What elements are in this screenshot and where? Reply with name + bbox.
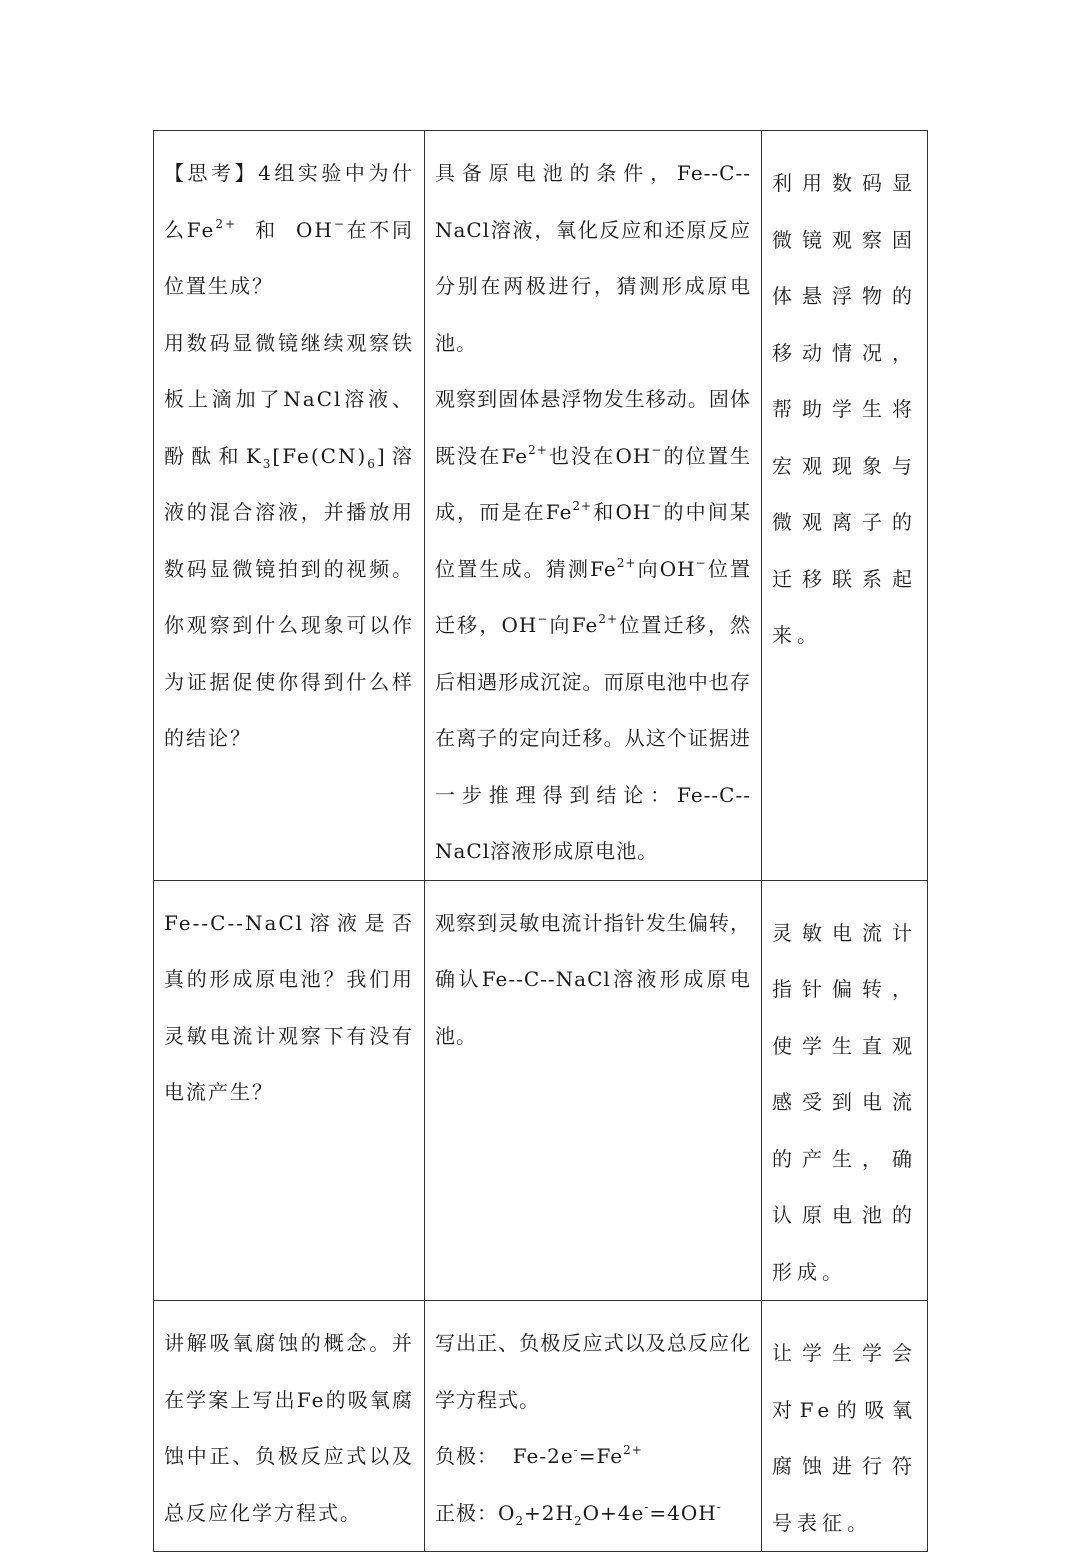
table-row: [154, 880, 928, 1301]
student-activity-cell: [425, 880, 762, 1301]
galvanometer-observation: 观察到灵敏电流计指针发生偏转，确认Fe--C--NaCl溶液形成原电池。: [435, 910, 751, 1048]
galvanometer-question: Fe--C--NaCl溶液是否真的形成原电池？我们用灵敏电流计观察下有没有电流产生？: [164, 910, 414, 1104]
observation-text: 观察到固体悬浮物发生移动。固体既没在$Fe^{2+}$也没在OH−的位置生成，而是在$Fe^{2+}$和OH−的中间某位置生成。猜测$Fe^{2+}$向OH−位置迁移，OH−向$Fe^{2+}$位置迁移，然后相遇形成沉淀。而原电池中也存在离子的定向迁移。从这个证据进一步推理得到结论：Fe--C--NaCl溶液形成原电池。: [435, 387, 752, 863]
teacher-activity-cell: [154, 131, 425, 881]
think-question: 【思考】4组实验中为什么$Fe^{2+}$ 和 OH−在不同位置生成？: [164, 161, 414, 298]
battery-condition-text: 具备原电池的条件，Fe--C--NaCl溶液，氧化反应和还原反应分别在两极进行，猜测形成原电池。: [435, 161, 751, 355]
write-equations-text: 写出正、负极反应式以及总反应化学方程式。: [435, 1331, 751, 1412]
teacher-activity-cell: [154, 880, 425, 1301]
oxygen-corrosion-explanation: 讲解吸氧腐蚀的概念。并在学案上写出Fe的吸氧腐蚀中正、负极反应式以及总反应化学方程式。: [164, 1331, 414, 1525]
student-activity-cell: [425, 1301, 762, 1552]
microscope-instruction: 用数码显微镜继续观察铁板上滴加了NaCl溶液、酚酞和$K_3[Fe(CN)_6]$溶液的混合溶液，并播放用数码显微镜拍到的视频。你观察到什么现象可以作为证据促使你得到什么样的结论？: [164, 330, 414, 750]
teacher-activity-cell: [154, 1301, 425, 1552]
table-row: [154, 1301, 928, 1552]
design-intent-cell: [762, 1301, 928, 1552]
positive-electrode-equation: 正极：$O_2+2H_2O+4e^-=4OH^-$: [435, 1499, 722, 1528]
design-intent-text: 灵敏电流计指针偏转，使学生直观感受到电流的产生，确认原电池的形成。: [772, 920, 917, 1284]
design-intent-text: 利用数码显微镜观察固体悬浮物的移动情况，帮助学生将宏观现象与微观离子的迁移联系起来。: [772, 171, 917, 647]
negative-electrode-equation: 负极： $Fe-2e^-=Fe^{2+}$: [435, 1443, 643, 1468]
design-intent-cell: [762, 880, 928, 1301]
table-row: [154, 131, 928, 881]
student-activity-cell: [425, 131, 762, 881]
lesson-table: [153, 130, 928, 1552]
design-intent-cell: [762, 131, 928, 881]
design-intent-text: 让学生学会对Fe的吸氧腐蚀进行符号表征。: [772, 1341, 917, 1535]
